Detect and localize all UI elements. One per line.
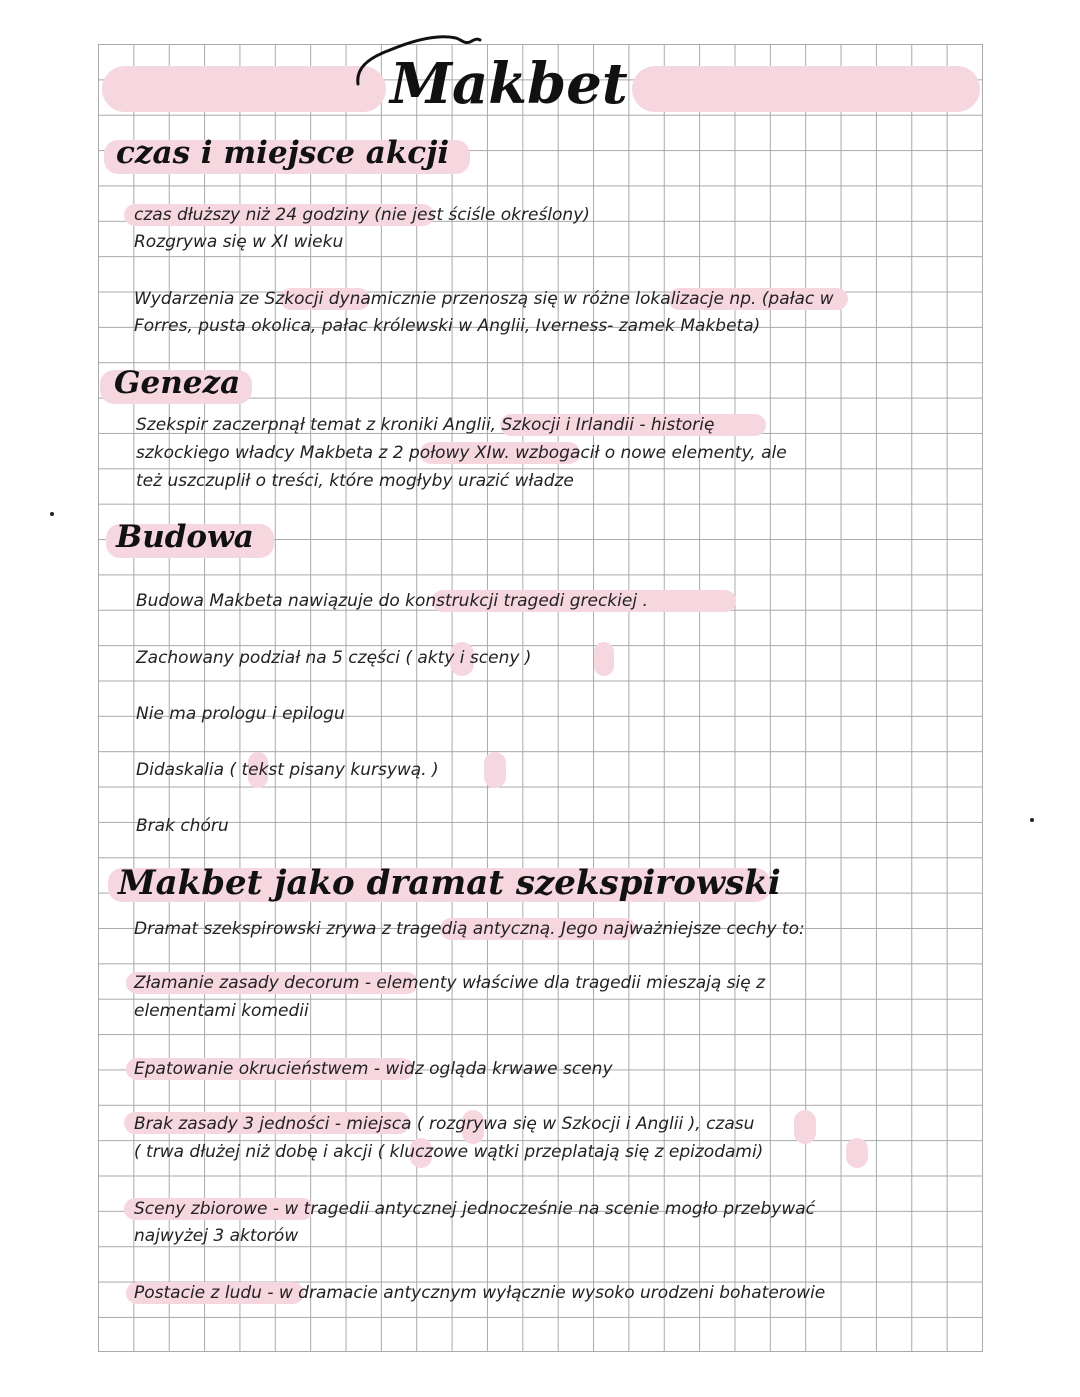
page-title: Makbet	[390, 51, 628, 117]
pen-dot	[1030, 818, 1034, 822]
pen-dot	[50, 512, 54, 516]
note-line: Sceny zbiorowe - w tragedii antycznej jednocześnie na scenie mogło przebywać	[134, 1199, 816, 1219]
section-heading-czas: czas i miejsce akcji	[116, 135, 450, 171]
note-line: Didaskalia ( tekst pisany kursywą. )	[136, 760, 439, 780]
note-line: najwyżej 3 aktorów	[134, 1226, 299, 1246]
note-line: szkockiego władcy Makbeta z 2 połowy XIw. wzbogacił o nowe elementy, ale	[136, 443, 787, 463]
section-heading-geneza: Geneza	[114, 365, 241, 401]
text-highlight	[594, 642, 614, 676]
title-highlight-right	[632, 66, 980, 112]
text-highlight	[794, 1110, 816, 1144]
note-line: Brak chóru	[136, 816, 229, 836]
note-line: Dramat szekspirowski zrywa z tragedią antyczną. Jego najważniejsze cechy to:	[134, 919, 805, 939]
note-line: Epatowanie okrucieństwem - widz ogląda krwawe sceny	[134, 1059, 613, 1079]
note-line: czas dłuższy niż 24 godziny (nie jest ściśle określony)	[134, 205, 590, 225]
title-highlight-left	[102, 66, 386, 112]
section-heading-budowa: Budowa	[116, 519, 254, 555]
note-line: Rozgrywa się w XI wieku	[134, 232, 344, 252]
note-line: Nie ma prologu i epilogu	[136, 704, 345, 724]
note-line: Złamanie zasady decorum - elementy właściwe dla tragedii mieszają się z	[134, 973, 766, 993]
note-line: Forres, pusta okolica, pałac królewski w Anglii, Iverness- zamek Makbeta)	[134, 316, 761, 336]
note-line: Zachowany podział na 5 części ( akty i sceny )	[136, 648, 532, 668]
note-line: też uszczuplił o treści, które mogłyby urazić władze	[136, 471, 574, 491]
note-line: Wydarzenia ze Szkocji dynamicznie przenoszą się w różne lokalizacje np. (pałac w	[134, 289, 834, 309]
section-heading-dramat: Makbet jako dramat szekspirowski	[118, 863, 781, 903]
note-line: Postacie z ludu - w dramacie antycznym wyłącznie wysoko urodzeni bohaterowie	[134, 1283, 826, 1303]
note-line: ( trwa dłużej niż dobę i akcji ( kluczowe wątki przeplatają się z epizodami)	[134, 1142, 764, 1162]
note-line: elementami komedii	[134, 1001, 309, 1021]
note-line: Szekspir zaczerpnął temat z kroniki Anglii, Szkocji i Irlandii - historię	[136, 415, 715, 435]
text-highlight	[484, 752, 506, 788]
text-highlight	[846, 1138, 868, 1168]
note-line: Budowa Makbeta nawiązuje do konstrukcji tragedi greckiej .	[136, 591, 648, 611]
note-line: Brak zasady 3 jedności - miejsca ( rozgrywa się w Szkocji i Anglii ), czasu	[134, 1114, 755, 1134]
